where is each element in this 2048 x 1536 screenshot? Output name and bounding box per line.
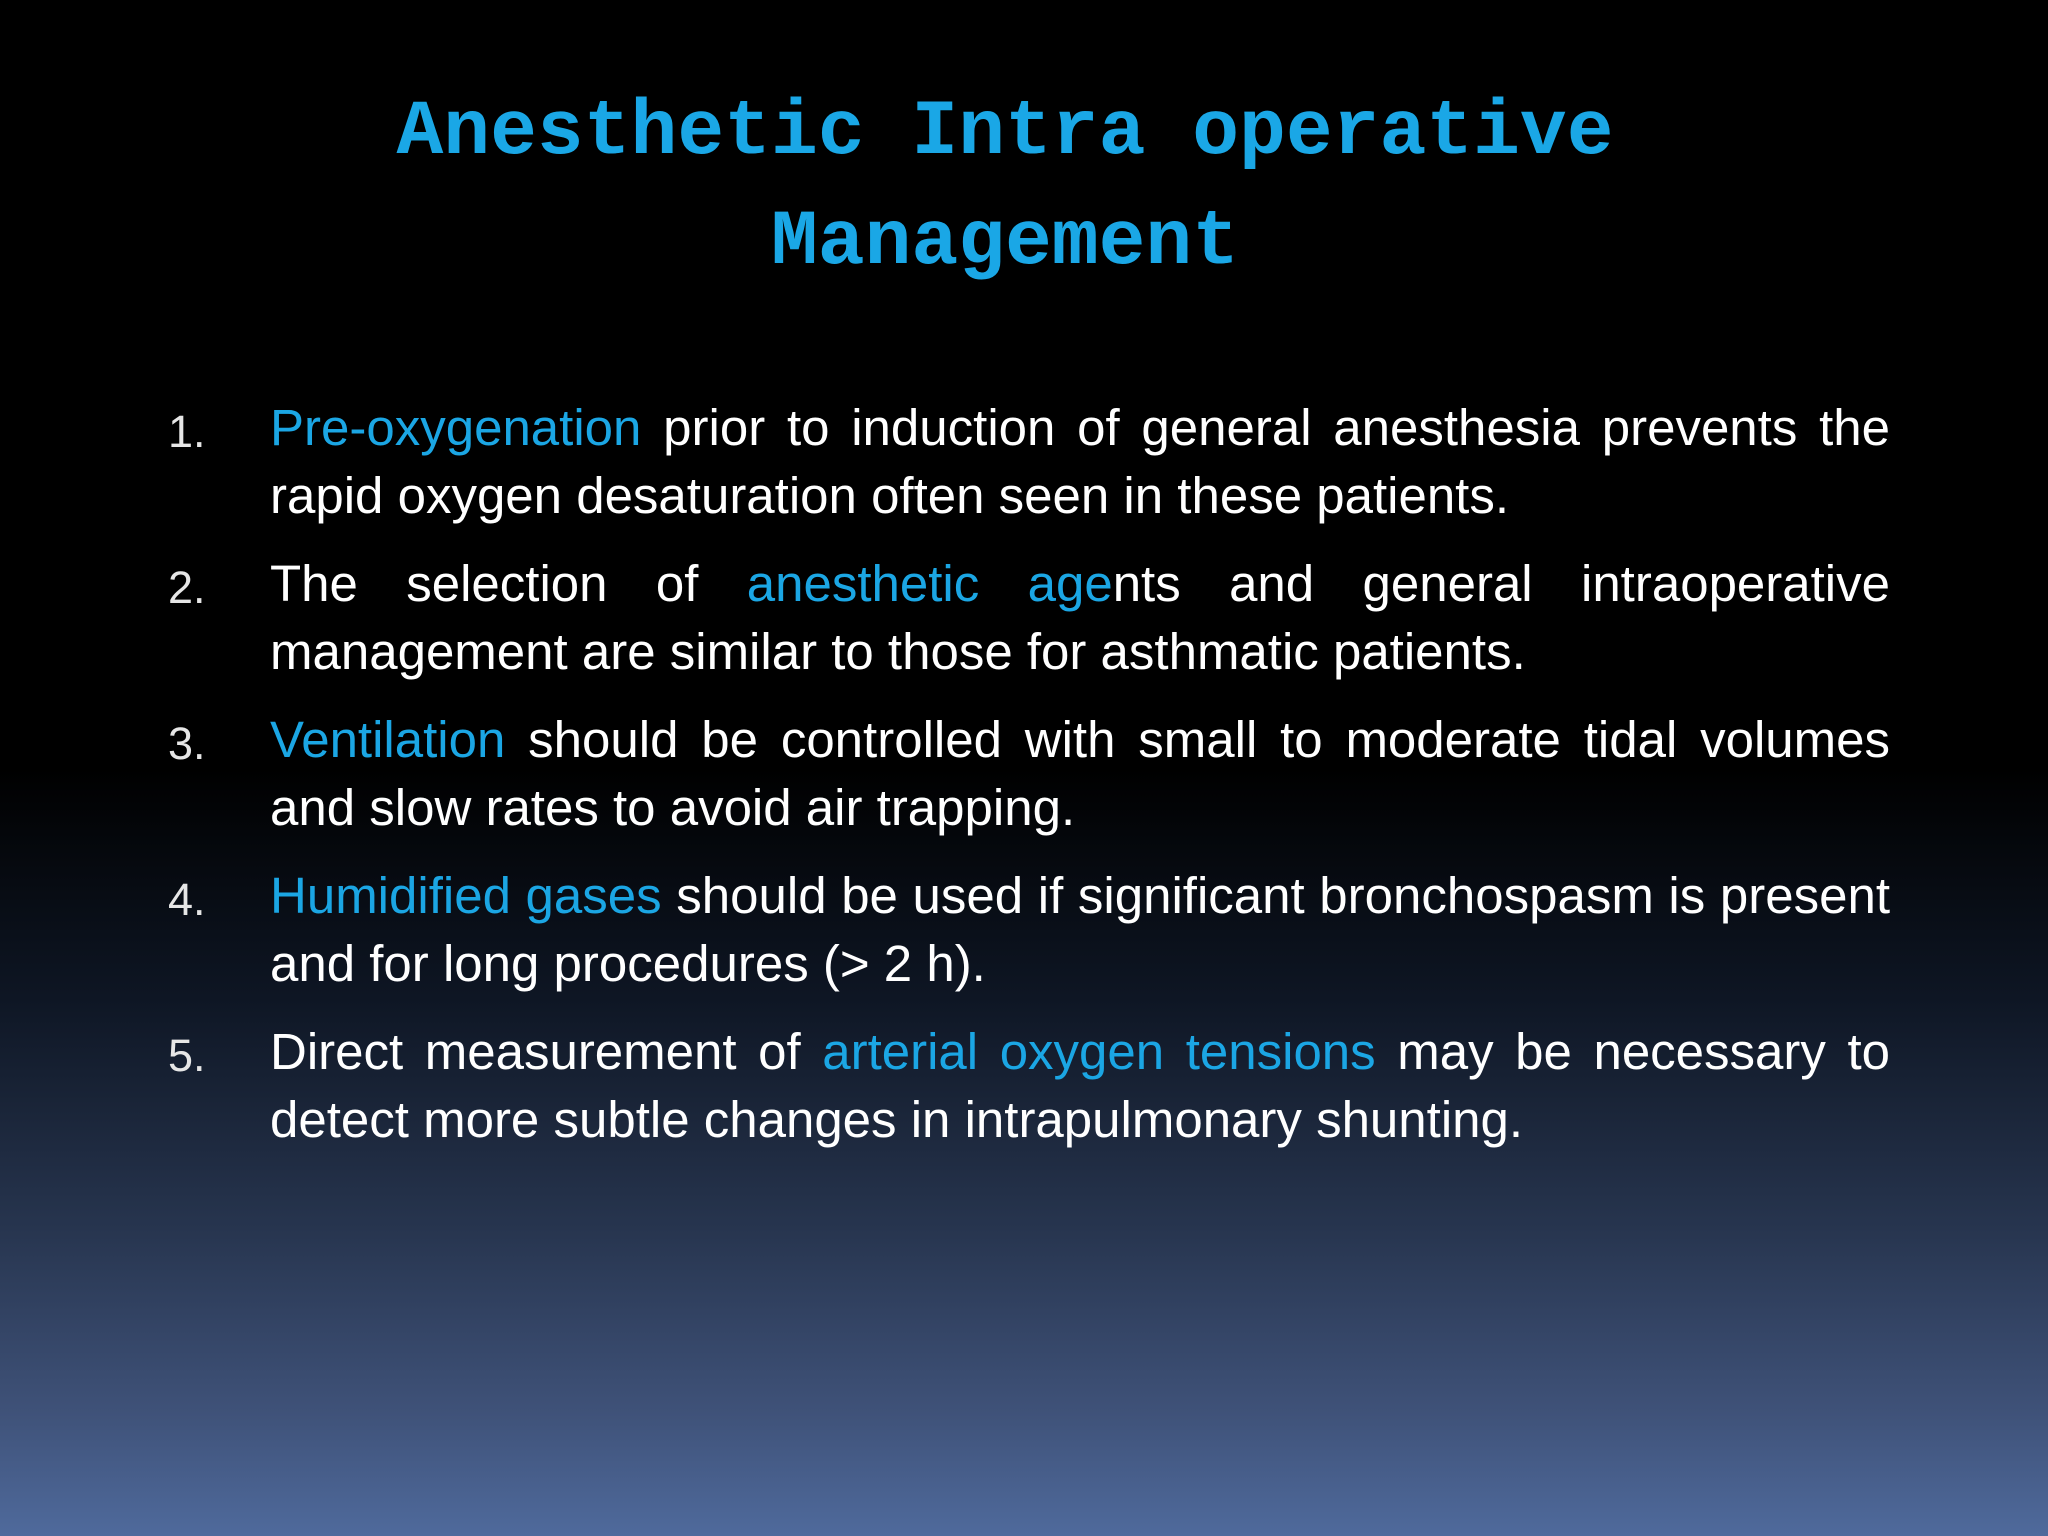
list-item-5 bbox=[130, 1018, 1890, 1154]
list-item-text: should be used if significant bronchospasm is present and for long procedures (> 2 h). bbox=[270, 867, 1890, 992]
list-item-text: may be necessary to detect more subtle changes in intrapulmonary shunting. bbox=[270, 1023, 1890, 1148]
list-item-4 bbox=[130, 862, 1890, 998]
highlighted-term: Humidified gases bbox=[270, 867, 662, 924]
list-item-number: 3. bbox=[168, 718, 206, 769]
highlighted-term: Ventilation bbox=[270, 711, 506, 768]
list-item-3 bbox=[130, 706, 1890, 842]
numbered-list bbox=[130, 394, 1890, 1174]
slide-title-line-1: Anesthetic Intra operative bbox=[396, 89, 1614, 177]
list-item-text-before: Direct measurement of bbox=[270, 1023, 823, 1080]
list-item-text: prior to induction of general anesthesia prevents the rapid oxygen desaturation often seen in these patients. bbox=[270, 399, 1890, 524]
highlighted-term: Pre-oxygenation bbox=[270, 399, 642, 456]
list-item-number: 4. bbox=[168, 874, 206, 925]
highlighted-term: anesthetic age bbox=[746, 555, 1113, 612]
slide-title-line-2: Management bbox=[770, 199, 1240, 287]
list-item-2 bbox=[130, 550, 1890, 686]
list-item-text: should be controlled with small to moderate tidal volumes and slow rates to avoid air trapping. bbox=[270, 711, 1890, 836]
highlighted-term: arterial oxygen tensions bbox=[822, 1023, 1376, 1080]
slide-title bbox=[0, 78, 2010, 298]
list-item-number: 2. bbox=[168, 562, 206, 613]
list-item-text-before: The selection of bbox=[270, 555, 747, 612]
list-item-number: 5. bbox=[168, 1030, 206, 1081]
list-item-1 bbox=[130, 394, 1890, 530]
list-item-text: nts and general intraoperative management are similar to those for asthmatic patients. bbox=[270, 555, 1891, 680]
list-item-number: 1. bbox=[168, 406, 206, 457]
